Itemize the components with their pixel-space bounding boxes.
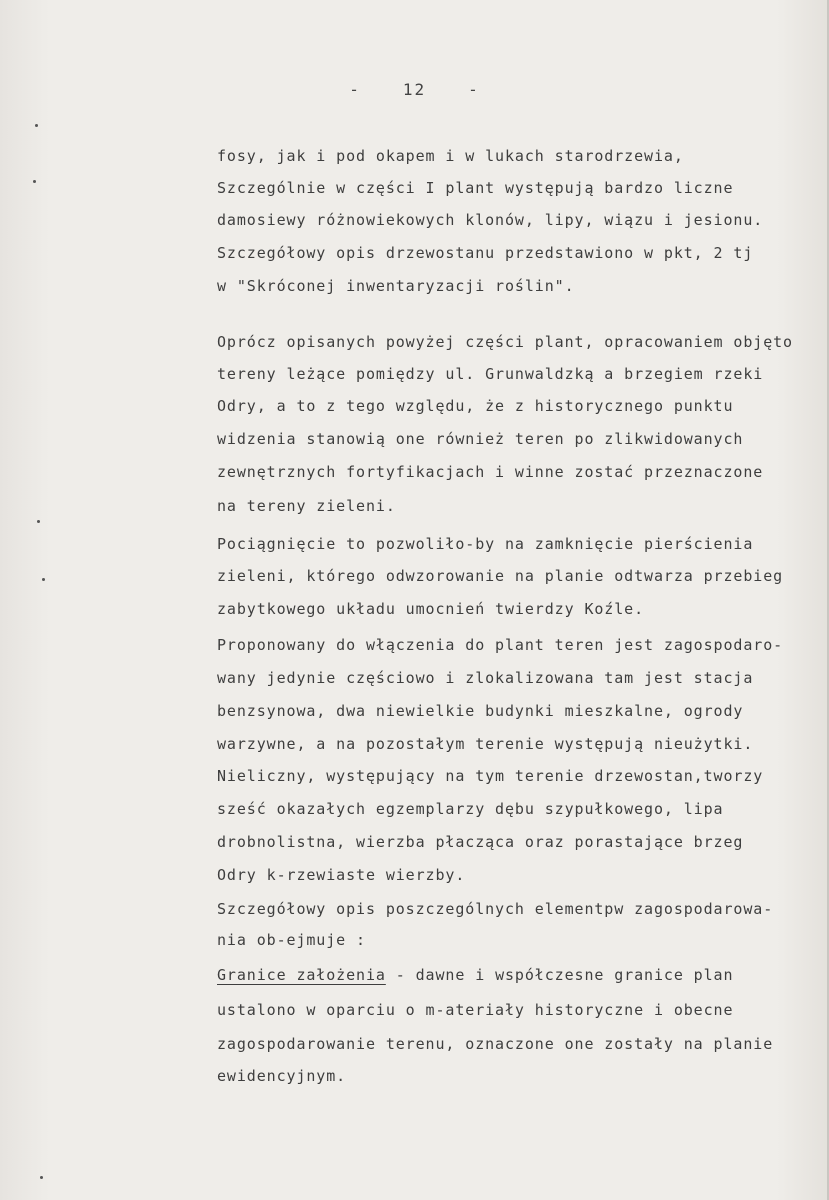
page-number-left-dash: - <box>349 80 361 99</box>
text-line: fosy, jak i pod okapem i w lukach starodrzewia, <box>217 147 684 165</box>
page-number-right-dash: - <box>468 80 480 99</box>
margin-speck <box>37 520 40 523</box>
text-line: zabytkowego układu umocnień twierdzy Koźle. <box>217 600 645 618</box>
text-line: tereny leżące pomiędzy ul. Grunwaldzką a brzegiem rzeki <box>217 365 764 383</box>
text-line: Oprócz opisanych powyżej części plant, opracowaniem objęto <box>217 333 793 351</box>
text-line: Odry k-rzewiaste wierzby. <box>217 866 466 884</box>
text-line: zieleni, którego odwzorowanie na planie odtwarza przebieg <box>217 567 784 585</box>
text-line: warzywne, a na pozostałym terenie występują nieużytki. <box>217 735 754 753</box>
section-heading-text: - dawne i współczesne granice plan <box>385 966 734 984</box>
section-heading-line <box>217 965 733 985</box>
margin-speck <box>42 578 45 581</box>
text-line: ustalono w oparciu o m-ateriały historyczne i obecne <box>217 1001 734 1019</box>
margin-speck <box>40 1176 43 1179</box>
text-line: zagospodarowanie terenu, oznaczone one zostały na planie <box>217 1035 774 1053</box>
text-line: Proponowany do włączenia do plant teren jest zagospodaro- <box>217 636 784 654</box>
margin-speck <box>35 124 38 127</box>
text-line: w "Skróconej inwentaryzacji roślin". <box>217 277 575 295</box>
text-line: drobnolistna, wierzba płacząca oraz porastające brzeg <box>217 833 744 851</box>
text-line: damosiewy różnowiekowych klonów, lipy, wiązu i jesionu. <box>217 211 764 229</box>
text-line: Odry, a to z tego względu, że z historycznego punktu <box>217 397 734 415</box>
text-line: na tereny zieleni. <box>217 497 396 515</box>
text-line: nia ob-ejmuje : <box>217 931 366 949</box>
text-line: sześć okazałych egzemplarzy dębu szypułkowego, lipa <box>217 800 724 818</box>
page-number-value: 12 <box>402 80 427 99</box>
page-number <box>0 80 829 99</box>
margin-speck <box>33 180 36 183</box>
text-line: zewnętrznych fortyfikacjach i winne zostać przeznaczone <box>217 463 764 481</box>
text-line: Nieliczny, występujący na tym terenie drzewostan,tworzy <box>217 767 764 785</box>
text-line: widzenia stanowią one również teren po zlikwidowanych <box>217 430 744 448</box>
text-line: Szczegółowy opis poszczególnych elementpw zagospodarowa- <box>217 900 774 918</box>
section-heading: Granice założenia <box>217 966 386 984</box>
text-line: benzsynowa, dwa niewielkie budynki mieszkalne, ogrody <box>217 702 744 720</box>
text-line: wany jedynie częściowo i zlokalizowana tam jest stacja <box>217 669 754 687</box>
text-line: ewidencyjnym. <box>217 1067 347 1085</box>
text-line: Szczegółowy opis drzewostanu przedstawiono w pkt, 2 tj <box>217 244 754 262</box>
text-line: Pociągnięcie to pozwoliło-by na zamknięcie pierścienia <box>217 535 754 553</box>
text-line: Szczególnie w części I plant występują bardzo liczne <box>217 179 734 197</box>
